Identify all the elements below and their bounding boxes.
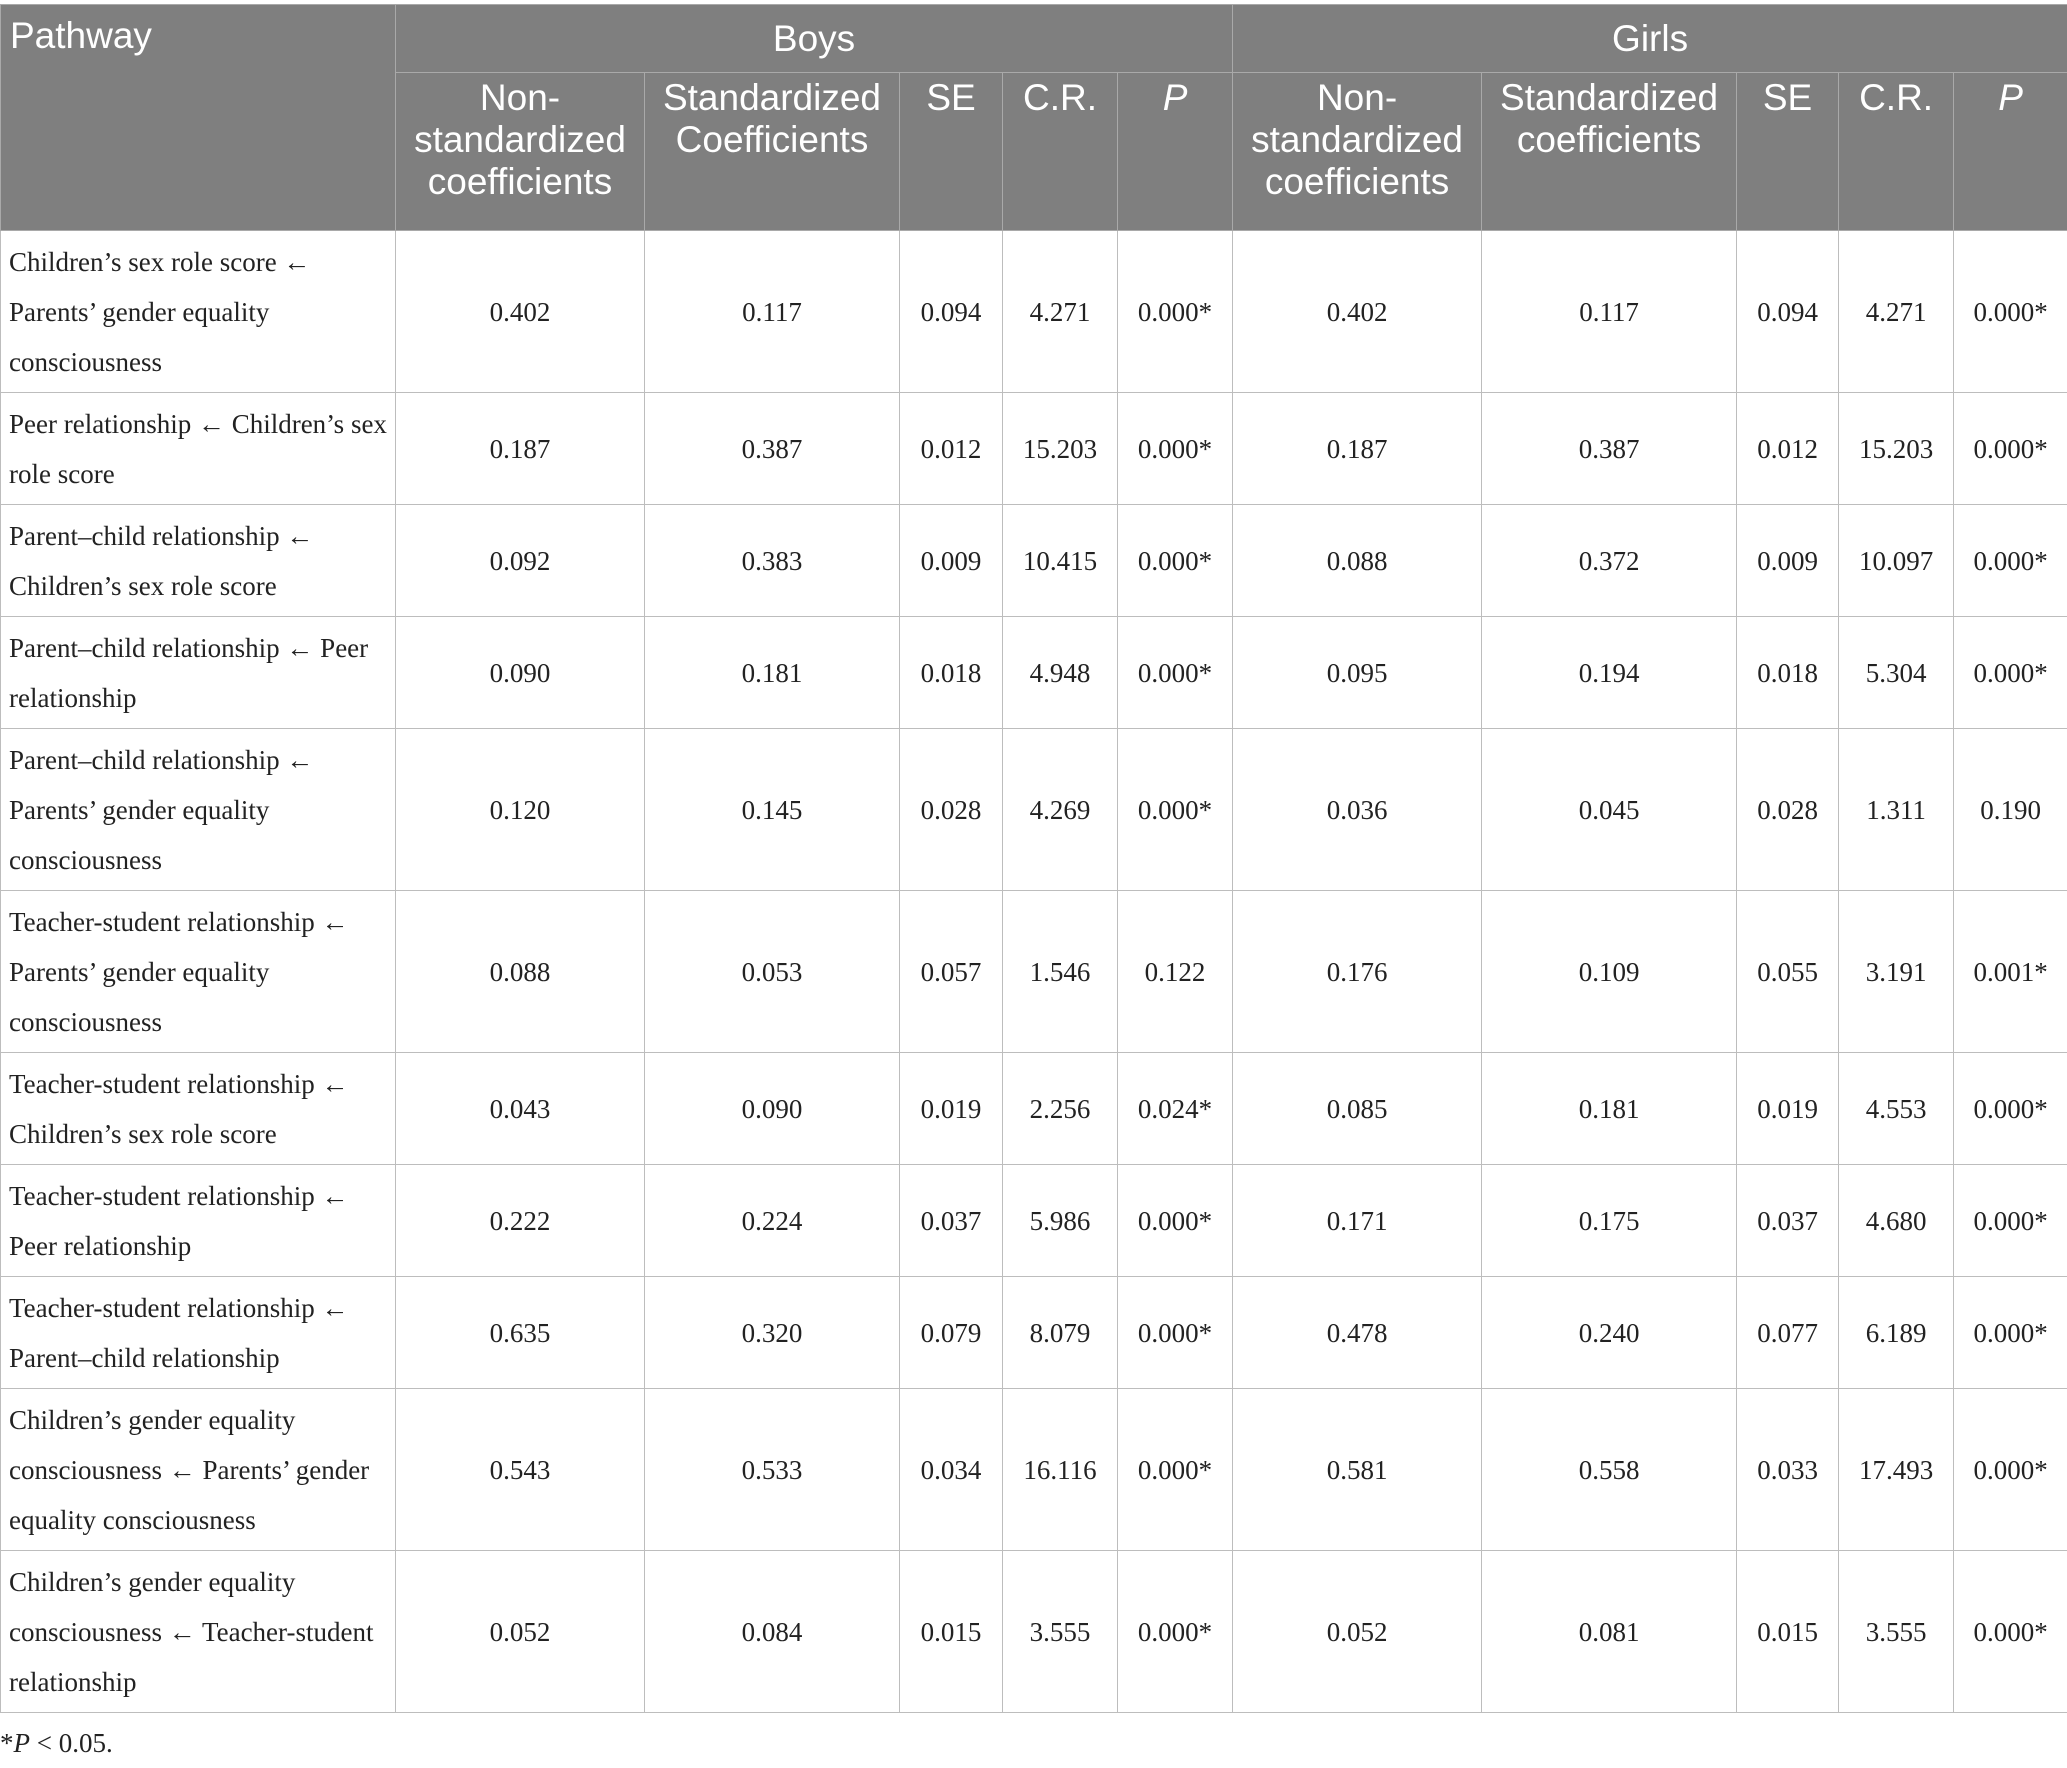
footnote-threshold: < 0.05. xyxy=(30,1728,113,1758)
boys-cr-cell: 5.986 xyxy=(1003,1165,1118,1277)
girls-p-cell: 0.000* xyxy=(1954,393,2067,505)
boys-nonstd-coef-cell: 0.088 xyxy=(396,891,645,1053)
girls-se-cell: 0.018 xyxy=(1737,617,1839,729)
girls-se-cell: 0.012 xyxy=(1737,393,1839,505)
boys-std-coef-cell: 0.387 xyxy=(645,393,900,505)
boys-se-header: SE xyxy=(900,73,1003,231)
boys-se-cell: 0.034 xyxy=(900,1389,1003,1551)
boys-cr-cell: 4.271 xyxy=(1003,231,1118,393)
table-row xyxy=(1,617,2067,729)
girls-nonstd-coef-cell: 0.052 xyxy=(1233,1551,1482,1713)
boys-nonstd-coef-header: Non-standardized coefficients xyxy=(396,73,645,231)
header-group-row xyxy=(1,5,2067,73)
girls-cr-cell: 3.191 xyxy=(1839,891,1954,1053)
footnote-p-symbol: P xyxy=(13,1728,30,1758)
boys-se-cell: 0.018 xyxy=(900,617,1003,729)
girls-p-header: P xyxy=(1954,73,2067,231)
pathway-cell: Peer relationship ← Children’s sex role score xyxy=(1,393,396,505)
girls-std-coef-cell: 0.117 xyxy=(1482,231,1737,393)
girls-se-cell: 0.094 xyxy=(1737,231,1839,393)
girls-cr-cell: 6.189 xyxy=(1839,1277,1954,1389)
girls-cr-cell: 17.493 xyxy=(1839,1389,1954,1551)
girls-cr-cell: 15.203 xyxy=(1839,393,1954,505)
boys-p-cell: 0.000* xyxy=(1118,617,1233,729)
boys-p-header: P xyxy=(1118,73,1233,231)
girls-p-cell: 0.000* xyxy=(1954,617,2067,729)
girls-se-header: SE xyxy=(1737,73,1839,231)
boys-cr-cell: 8.079 xyxy=(1003,1277,1118,1389)
boys-nonstd-coef-cell: 0.043 xyxy=(396,1053,645,1165)
boys-nonstd-coef-cell: 0.090 xyxy=(396,617,645,729)
girls-cr-cell: 4.553 xyxy=(1839,1053,1954,1165)
girls-p-cell: 0.000* xyxy=(1954,1389,2067,1551)
boys-nonstd-coef-cell: 0.187 xyxy=(396,393,645,505)
pathway-cell: Parent–child relationship ← Parents’ gender equality consciousness xyxy=(1,729,396,891)
boys-std-coef-cell: 0.084 xyxy=(645,1551,900,1713)
boys-std-coef-cell: 0.320 xyxy=(645,1277,900,1389)
girls-p-cell: 0.000* xyxy=(1954,231,2067,393)
girls-group-header: Girls xyxy=(1233,5,2067,73)
girls-std-coef-cell: 0.372 xyxy=(1482,505,1737,617)
boys-se-cell: 0.015 xyxy=(900,1551,1003,1713)
boys-std-coef-cell: 0.224 xyxy=(645,1165,900,1277)
footnote-asterisk: * xyxy=(0,1728,14,1758)
girls-nonstd-coef-cell: 0.085 xyxy=(1233,1053,1482,1165)
boys-cr-cell: 10.415 xyxy=(1003,505,1118,617)
boys-se-cell: 0.094 xyxy=(900,231,1003,393)
girls-nonstd-coef-cell: 0.088 xyxy=(1233,505,1482,617)
girls-std-coef-header: Standardized coefficients xyxy=(1482,73,1737,231)
girls-se-cell: 0.015 xyxy=(1737,1551,1839,1713)
regression-table xyxy=(0,4,2067,1713)
girls-se-cell: 0.077 xyxy=(1737,1277,1839,1389)
pathway-cell: Children’s gender equality consciousness ← Teacher-student relationship xyxy=(1,1551,396,1713)
boys-p-cell: 0.122 xyxy=(1118,891,1233,1053)
girls-std-coef-cell: 0.109 xyxy=(1482,891,1737,1053)
table-row xyxy=(1,729,2067,891)
boys-std-coef-header: Standardized Coefficients xyxy=(645,73,900,231)
table-header xyxy=(1,5,2067,231)
girls-p-cell: 0.190 xyxy=(1954,729,2067,891)
girls-se-cell: 0.028 xyxy=(1737,729,1839,891)
girls-std-coef-cell: 0.240 xyxy=(1482,1277,1737,1389)
boys-nonstd-coef-cell: 0.120 xyxy=(396,729,645,891)
table-body xyxy=(1,231,2067,1713)
boys-cr-cell: 1.546 xyxy=(1003,891,1118,1053)
table-row xyxy=(1,1165,2067,1277)
boys-p-cell: 0.000* xyxy=(1118,1551,1233,1713)
table-row xyxy=(1,231,2067,393)
pathway-cell: Teacher-student relationship ← Parents’ gender equality consciousness xyxy=(1,891,396,1053)
girls-p-cell: 0.000* xyxy=(1954,1165,2067,1277)
pathway-cell: Children’s gender equality consciousness ← Parents’ gender equality consciousness xyxy=(1,1389,396,1551)
boys-nonstd-coef-cell: 0.635 xyxy=(396,1277,645,1389)
pathway-cell: Parent–child relationship ← Peer relationship xyxy=(1,617,396,729)
girls-cr-cell: 4.271 xyxy=(1839,231,1954,393)
boys-p-cell: 0.000* xyxy=(1118,231,1233,393)
girls-se-cell: 0.055 xyxy=(1737,891,1839,1053)
boys-p-cell: 0.000* xyxy=(1118,1277,1233,1389)
boys-se-cell: 0.009 xyxy=(900,505,1003,617)
table-row xyxy=(1,1053,2067,1165)
girls-nonstd-coef-cell: 0.581 xyxy=(1233,1389,1482,1551)
boys-se-cell: 0.019 xyxy=(900,1053,1003,1165)
boys-cr-cell: 2.256 xyxy=(1003,1053,1118,1165)
boys-nonstd-coef-cell: 0.052 xyxy=(396,1551,645,1713)
boys-std-coef-cell: 0.145 xyxy=(645,729,900,891)
boys-nonstd-coef-cell: 0.222 xyxy=(396,1165,645,1277)
girls-std-coef-cell: 0.387 xyxy=(1482,393,1737,505)
boys-cr-cell: 3.555 xyxy=(1003,1551,1118,1713)
girls-nonstd-coef-cell: 0.171 xyxy=(1233,1165,1482,1277)
girls-cr-cell: 3.555 xyxy=(1839,1551,1954,1713)
girls-cr-cell: 10.097 xyxy=(1839,505,1954,617)
girls-std-coef-cell: 0.045 xyxy=(1482,729,1737,891)
girls-std-coef-cell: 0.194 xyxy=(1482,617,1737,729)
girls-nonstd-coef-cell: 0.176 xyxy=(1233,891,1482,1053)
pathway-cell: Teacher-student relationship ← Parent–child relationship xyxy=(1,1277,396,1389)
table-row xyxy=(1,1389,2067,1551)
boys-se-cell: 0.037 xyxy=(900,1165,1003,1277)
pathway-cell: Parent–child relationship ← Children’s sex role score xyxy=(1,505,396,617)
boys-nonstd-coef-cell: 0.543 xyxy=(396,1389,645,1551)
boys-cr-cell: 4.948 xyxy=(1003,617,1118,729)
girls-nonstd-coef-header: Non-standardized coefficients xyxy=(1233,73,1482,231)
table-row xyxy=(1,505,2067,617)
boys-std-coef-cell: 0.181 xyxy=(645,617,900,729)
girls-std-coef-cell: 0.081 xyxy=(1482,1551,1737,1713)
pathway-column-header: Pathway xyxy=(1,5,396,231)
table-row xyxy=(1,1551,2067,1713)
girls-p-cell: 0.000* xyxy=(1954,1053,2067,1165)
boys-nonstd-coef-cell: 0.092 xyxy=(396,505,645,617)
girls-std-coef-cell: 0.175 xyxy=(1482,1165,1737,1277)
boys-cr-cell: 4.269 xyxy=(1003,729,1118,891)
girls-cr-cell: 1.311 xyxy=(1839,729,1954,891)
girls-p-cell: 0.000* xyxy=(1954,1551,2067,1713)
girls-se-cell: 0.033 xyxy=(1737,1389,1839,1551)
boys-se-cell: 0.028 xyxy=(900,729,1003,891)
girls-std-coef-cell: 0.181 xyxy=(1482,1053,1737,1165)
boys-se-cell: 0.079 xyxy=(900,1277,1003,1389)
boys-p-cell: 0.000* xyxy=(1118,1389,1233,1551)
boys-cr-header: C.R. xyxy=(1003,73,1118,231)
table-row xyxy=(1,393,2067,505)
boys-std-coef-cell: 0.533 xyxy=(645,1389,900,1551)
table-row xyxy=(1,891,2067,1053)
boys-cr-cell: 15.203 xyxy=(1003,393,1118,505)
boys-std-coef-cell: 0.090 xyxy=(645,1053,900,1165)
girls-cr-cell: 5.304 xyxy=(1839,617,1954,729)
boys-std-coef-cell: 0.053 xyxy=(645,891,900,1053)
boys-std-coef-cell: 0.117 xyxy=(645,231,900,393)
table-footnote xyxy=(0,1728,113,1758)
pathway-cell: Teacher-student relationship ← Peer relationship xyxy=(1,1165,396,1277)
boys-p-cell: 0.000* xyxy=(1118,729,1233,891)
boys-se-cell: 0.057 xyxy=(900,891,1003,1053)
boys-p-cell: 0.000* xyxy=(1118,1165,1233,1277)
girls-se-cell: 0.019 xyxy=(1737,1053,1839,1165)
girls-p-cell: 0.001* xyxy=(1954,891,2067,1053)
boys-p-cell: 0.000* xyxy=(1118,393,1233,505)
table-row xyxy=(1,1277,2067,1389)
girls-nonstd-coef-cell: 0.095 xyxy=(1233,617,1482,729)
girls-nonstd-coef-cell: 0.187 xyxy=(1233,393,1482,505)
girls-nonstd-coef-cell: 0.402 xyxy=(1233,231,1482,393)
boys-p-cell: 0.024* xyxy=(1118,1053,1233,1165)
girls-std-coef-cell: 0.558 xyxy=(1482,1389,1737,1551)
girls-se-cell: 0.037 xyxy=(1737,1165,1839,1277)
pathway-cell: Children’s sex role score ← Parents’ gender equality consciousness xyxy=(1,231,396,393)
girls-cr-cell: 4.680 xyxy=(1839,1165,1954,1277)
pathway-cell: Teacher-student relationship ← Children’s sex role score xyxy=(1,1053,396,1165)
boys-cr-cell: 16.116 xyxy=(1003,1389,1118,1551)
girls-cr-header: C.R. xyxy=(1839,73,1954,231)
girls-se-cell: 0.009 xyxy=(1737,505,1839,617)
boys-p-cell: 0.000* xyxy=(1118,505,1233,617)
boys-se-cell: 0.012 xyxy=(900,393,1003,505)
boys-nonstd-coef-cell: 0.402 xyxy=(396,231,645,393)
boys-group-header: Boys xyxy=(396,5,1233,73)
girls-nonstd-coef-cell: 0.478 xyxy=(1233,1277,1482,1389)
girls-nonstd-coef-cell: 0.036 xyxy=(1233,729,1482,891)
boys-std-coef-cell: 0.383 xyxy=(645,505,900,617)
girls-p-cell: 0.000* xyxy=(1954,1277,2067,1389)
girls-p-cell: 0.000* xyxy=(1954,505,2067,617)
